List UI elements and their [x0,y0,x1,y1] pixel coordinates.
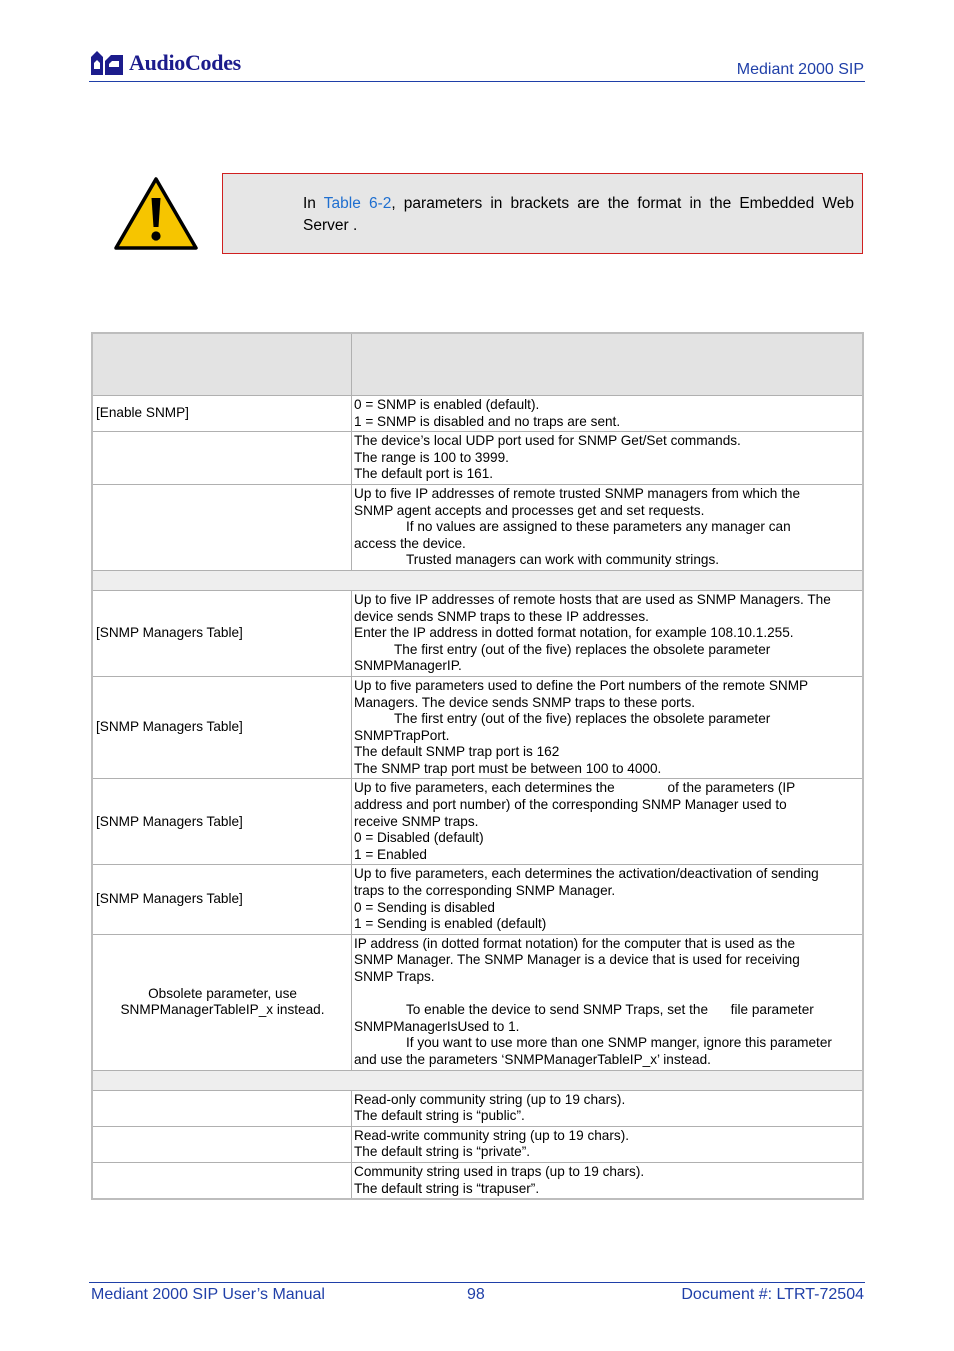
table-row [92,779,863,865]
audiocodes-logo-icon [89,49,125,77]
header-rule [89,81,865,82]
description-line: The SNMP trap port must be between 100 to 4000. [354,760,662,776]
param-cell: [SNMP Managers Table] [92,590,352,676]
table-row [92,484,863,570]
table-row [92,1162,863,1199]
description-line: traps to the corresponding SNMP Manager. [354,883,616,899]
note-text-suffix: , parameters in brackets are the format in the Embedded Web Server . [303,195,855,234]
description-line: Read-write community string (up to 19 chars). [354,1127,629,1143]
description-cell [352,1126,864,1162]
description-line: SNMP Manager. The SNMP Manager is a device that is used for receiving [354,952,800,968]
description-line: The default string is “trapuser”. [354,1180,540,1196]
warning-icon [113,176,199,252]
description-line: IP address (in dotted format notation) for the computer that is used as the [354,935,796,951]
table-row [92,934,863,1070]
description-line: SNMPTrapPort. [354,727,450,743]
section-cell [92,570,863,590]
description-line: To enable the device to send SNMP Traps, set the file parameter [406,1002,814,1018]
description-line: The first entry (out of the five) replaces the obsolete parameter [394,641,771,657]
param-cell [92,1162,352,1199]
description-cell [352,396,864,432]
description-line: 0 = Sending is disabled [354,899,495,915]
description-line: The default string is “private”. [354,1144,531,1160]
description-line: SNMP Traps. [354,969,435,984]
description-line: and use the parameters ‘SNMPManagerTableIP_x’ instead. [354,1051,711,1067]
description-cell [352,432,864,485]
param-line: SNMPManagerTableIP_x instead. [120,1002,325,1018]
description-line: If no values are assigned to these parameters any manager can [406,519,791,535]
table-row [92,396,863,432]
description-line: The first entry (out of the five) replaces the obsolete parameter [394,711,771,727]
description-line: The range is 100 to 3999. [354,449,509,465]
description-line: Enter the IP address in dotted format notation, for example 108.10.1.255. [354,625,794,641]
table-row [92,1090,863,1126]
description-line: SNMPManagerIP. [354,658,462,674]
description-line: Community string used in traps (up to 19 chars). [354,1163,645,1179]
description-line: device sends SNMP traps to these IP addresses. [354,608,649,624]
footer-manual-title: Mediant 2000 SIP User’s Manual [91,1286,325,1303]
description-cell [352,676,864,779]
footer-rule [89,1282,865,1283]
param-cell: [SNMP Managers Table] [92,779,352,865]
description-cell [352,1090,864,1126]
description-line: Up to five parameters, each determines the of the parameters (IP [354,780,796,796]
description-line: 0 = SNMP is enabled (default). [354,397,540,412]
note-text-prefix: In [303,195,324,212]
description-line: receive SNMP traps. [354,813,479,829]
param-cell: [Enable SNMP] [92,396,352,432]
description-line: The default port is 161. [354,466,494,482]
description-line: Up to five IP addresses of remote hosts that are used as SNMP Managers. The [354,591,831,607]
param-cell [92,1090,352,1126]
section-row [92,1070,863,1090]
table-row [92,432,863,485]
snmp-parameters-table [91,332,864,1200]
table-row [92,1126,863,1162]
description-cell [352,779,864,865]
description-line: SNMPManagerIsUsed to 1. [354,1018,520,1034]
param-cell [92,432,352,485]
audiocodes-logo [89,48,241,78]
section-cell [92,1070,863,1090]
product-title: Mediant 2000 SIP [736,61,864,78]
description-cell [352,590,864,676]
description-line: address and port number) of the corresponding SNMP Manager used to [354,797,787,813]
description-blank-line [354,986,860,1003]
description-cell [352,484,864,570]
description-line: Up to five parameters used to define the Port numbers of the remote SNMP [354,677,809,693]
description-line: SNMP agent accepts and processes get and set requests. [354,502,705,518]
param-cell [92,1126,352,1162]
param-line: Obsolete parameter, use [148,985,297,1001]
param-cell [92,484,352,570]
description-line: The default SNMP trap port is 162 [354,744,560,760]
description-line: Trusted managers can work with community strings. [406,552,720,568]
description-line: 0 = Disabled (default) [354,830,484,846]
description-line: Up to five parameters, each determines the activation/deactivation of sending [354,866,819,882]
description-cell [352,1162,864,1199]
description-line: Managers. The device sends SNMP traps to these ports. [354,694,696,710]
description-cell [352,865,864,934]
header-cell-parameter [92,333,352,396]
logo-text: AudioCodes [129,50,241,75]
note-box [222,173,863,254]
description-line: 1 = SNMP is disabled and no traps are sent. [354,413,621,429]
description-cell [352,934,864,1070]
description-line: 1 = Enabled [354,846,427,862]
table-header-row [92,333,863,396]
footer-page-number: 98 [467,1286,485,1303]
param-cell: [SNMP Managers Table] [92,865,352,934]
description-line: The device’s local UDP port used for SNMP Get/Set commands. [354,433,741,449]
table-row [92,590,863,676]
footer-document-number: Document #: LTRT-72504 [681,1286,864,1303]
description-line: The default string is “public”. [354,1108,525,1124]
param-cell: [SNMP Managers Table] [92,676,352,779]
description-line: 1 = Sending is enabled (default) [354,916,547,932]
description-line: Up to five IP addresses of remote trusted SNMP managers from which the [354,485,801,501]
table-row [92,865,863,934]
description-line: If you want to use more than one SNMP manger, ignore this parameter [406,1035,832,1051]
note-text [303,193,854,237]
header-cell-description [352,333,864,396]
description-line: access the device. [354,535,466,551]
param-cell [92,934,352,1070]
table-row [92,676,863,779]
description-line: Read-only community string (up to 19 chars). [354,1091,626,1107]
section-row [92,570,863,590]
table-6-2-link[interactable]: Table 6-2 [323,195,392,212]
